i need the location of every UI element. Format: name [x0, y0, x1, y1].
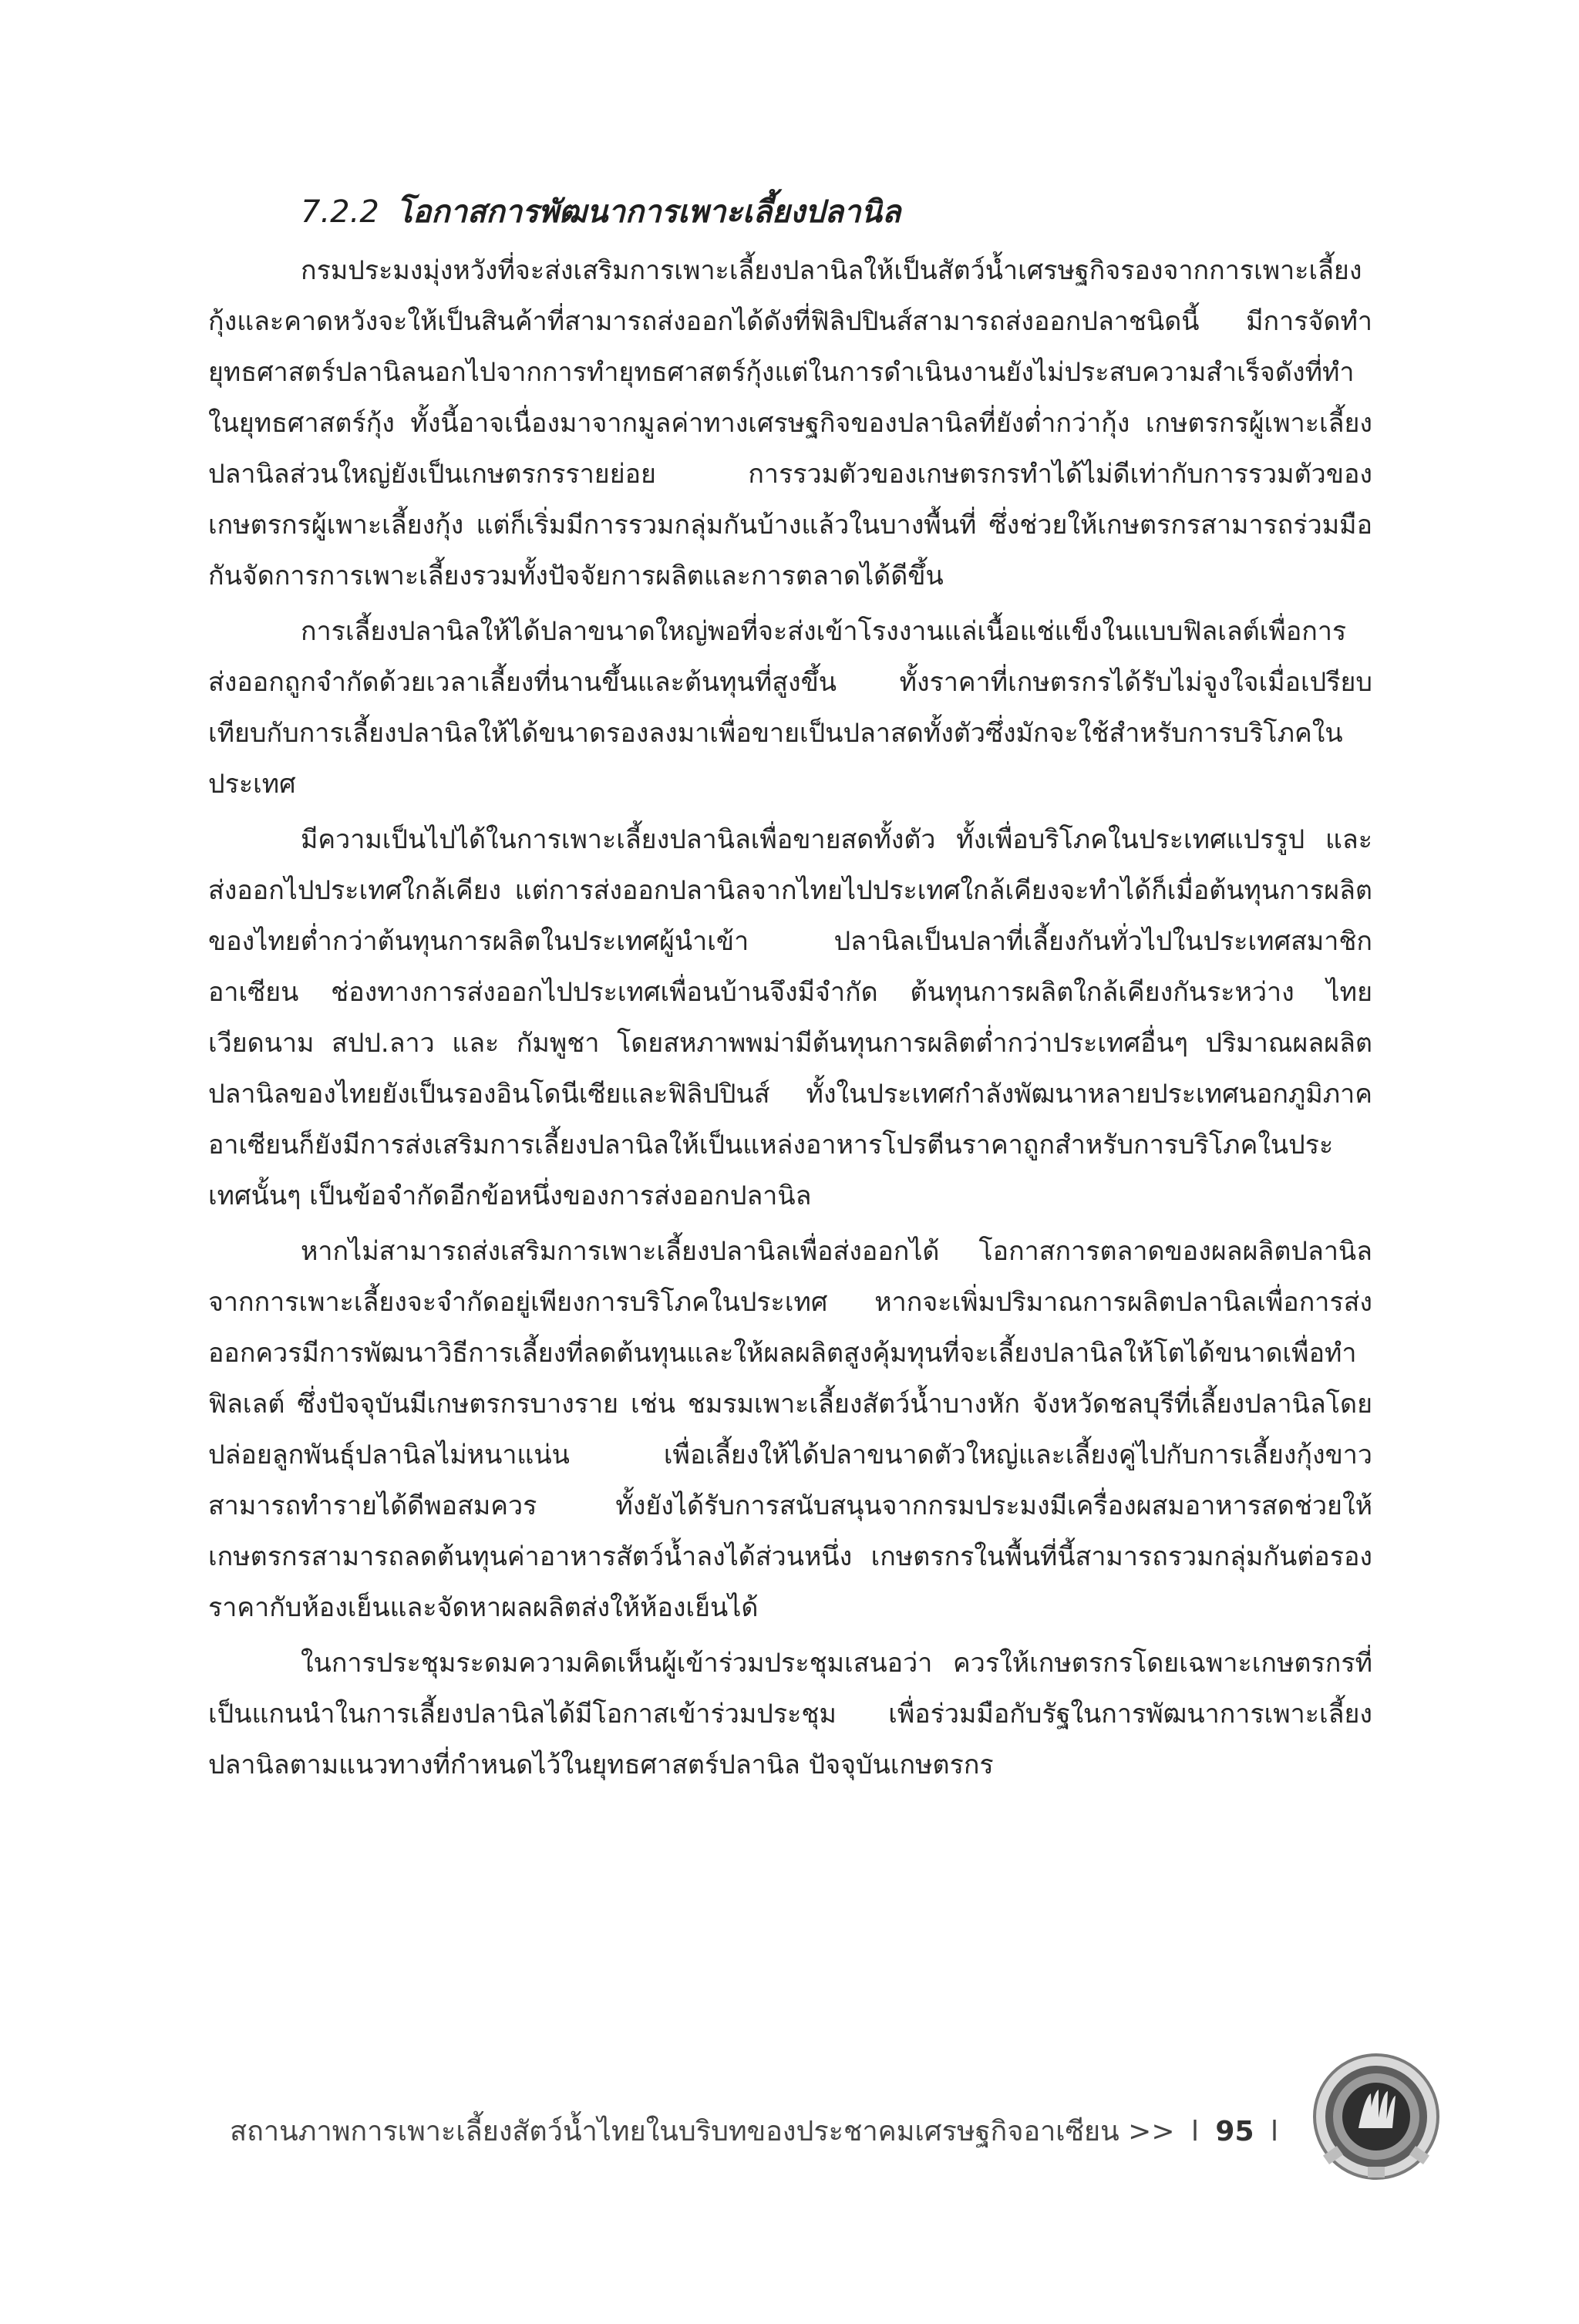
paragraph-2: การเลี้ยงปลานิลให้ได้ปลาขนาดใหญ่พอที่จะส่งเข้าโรงงานแล่เนื้อแช่แข็งในแบบฟิลเลต์เพื่อการส่งออกถูกจำกัดด้วยเวลาเลี้ยงที่นานขึ้นและต้นทุนที่สูงขึ้น ทั้งราคาที่เกษตรกรได้รับไม่จูงใจเมื่อเปรียบเทียบกับการเลี้ยงปลานิลให้ได้ขนาดรองลงมาเพื่อขายเป็นปลาสดทั้งตัวซึ่งมักจะใช้สำหรับการบริโภคในประเทศ	[208, 616, 1372, 800]
asean-emblem-icon	[1311, 2051, 1442, 2182]
paragraph-1: กรมประมงมุ่งหวังที่จะส่งเสริมการเพาะเลี้ยงปลานิลให้เป็นสัตว์น้ำเศรษฐกิจรองจากการเพาะเลี้ยงกุ้งและคาดหวังจะให้เป็นสินค้าที่สามารถส่งออกได้ดังที่ฟิลิปปินส์สามารถส่งออกปลาชนิดนี้ มีการจัดทำยุทธศาสตร์ปลานิลนอกไปจากการทำยุทธศาสตร์กุ้งแต่ในการดำเนินงานยังไม่ประสบความสำเร็จดังที่ทำในยุทธศาสตร์กุ้ง ทั้งนี้อาจเนื่องมาจากมูลค่าทางเศรษฐกิจของปลานิลที่ยังต่ำกว่ากุ้ง เกษตรกรผู้เพาะเลี้ยงปลานิลส่วนใหญ่ยังเป็นเกษตรกรรายย่อย การรวมตัวของเกษตรกรทำได้ไม่ดีเท่ากับการรวมตัวของเกษตรกรผู้เพาะเลี้ยงกุ้ง แต่ก็เริ่มมีการรวมกลุ่มกันบ้างแล้วในบางพื้นที่ ซึ่งช่วยให้เกษตรกรสามารถร่วมมือกันจัดการการเพาะเลี้ยงรวมทั้งปัจจัยการผลิตและการตลาดได้ดีขึ้น	[208, 255, 1372, 591]
page-footer	[0, 2109, 1286, 2155]
footer-separator: l	[1190, 2116, 1199, 2147]
page-number: 95	[1215, 2116, 1254, 2147]
paragraph-3: มีความเป็นไปได้ในการเพาะเลี้ยงปลานิลเพื่อขายสดทั้งตัว ทั้งเพื่อบริโภคในประเทศแปรรูป และส่งออกไปประเทศใกล้เคียง แต่การส่งออกปลานิลจากไทยไปประเทศใกล้เคียงจะทำได้ก็เมื่อต้นทุนการผลิตของไทยต่ำกว่าต้นทุนการผลิตในประเทศผู้นำเข้า ปลานิลเป็นปลาที่เลี้ยงกันทั่วไปในประเทศสมาชิกอาเซียน ช่องทางการส่งออกไปประเทศเพื่อนบ้านจึงมีจำกัด ต้นทุนการผลิตใกล้เคียงกันระหว่าง ไทย เวียดนาม สปป.ลาว และ กัมพูชา โดยสหภาพพม่ามีต้นทุนการผลิตต่ำกว่าประเทศอื่นๆ ปริมาณผลผลิตปลานิลของไทยยังเป็นรองอินโดนีเซียและฟิลิปปินส์ ทั้งในประเทศกำลังพัฒนาหลายประเทศนอกภูมิภาคอาเซียนก็ยังมีการส่งเสริมการเลี้ยงปลานิลให้เป็นแหล่งอาหารโปรตีนราคาถูกสำหรับการบริโภคในประเทศนั้นๆ เป็นข้อจำกัดอีกข้อหนึ่งของการส่งออกปลานิล	[208, 824, 1372, 1211]
footer-book-title: สถานภาพการเพาะเลี้ยงสัตว์น้ำไทยในบริบทของประชาคมเศรษฐกิจอาเซียน >>	[230, 2116, 1175, 2147]
footer-separator-right: l	[1270, 2116, 1278, 2147]
paragraph-5: ในการประชุมระดมความคิดเห็นผู้เข้าร่วมประชุมเสนอว่า ควรให้เกษตรกรโดยเฉพาะเกษตรกรที่เป็นแกนนำในการเลี้ยงปลานิลได้มีโอกาสเข้าร่วมประชุม เพื่อร่วมมือกับรัฐในการพัฒนาการเพาะเลี้ยงปลานิลตามแนวทางที่กำหนดไว้ในยุทธศาสตร์ปลานิล ปัจจุบันเกษตรกร	[208, 1648, 1372, 1780]
section-number: 7.2.2	[301, 194, 379, 230]
section-heading	[208, 185, 1372, 239]
page-body	[208, 185, 1372, 1795]
section-title: โอกาสการพัฒนาการเพาะเลี้ยงปลานิล	[396, 194, 901, 230]
paragraph-4: หากไม่สามารถส่งเสริมการเพาะเลี้ยงปลานิลเพื่อส่งออกได้ โอกาสการตลาดของผลผลิตปลานิลจากการเพาะเลี้ยงจะจำกัดอยู่เพียงการบริโภคในประเทศ หากจะเพิ่มปริมาณการผลิตปลานิลเพื่อการส่งออกควรมีการพัฒนาวิธีการเลี้ยงที่ลดต้นทุนและให้ผลผลิตสูงคุ้มทุนที่จะเลี้ยงปลานิลให้โตได้ขนาดเพื่อทำฟิลเลต์ ซึ่งปัจจุบันมีเกษตรกรบางราย เช่น ชมรมเพาะเลี้ยงสัตว์น้ำบางหัก จังหวัดชลบุรีที่เลี้ยงปลานิลโดยปล่อยลูกพันธุ์ปลานิลไม่หนาแน่น เพื่อเลี้ยงให้ได้ปลาขนาดตัวใหญ่และเลี้ยงคู่ไปกับการเลี้ยงกุ้งขาว สามารถทำรายได้ดีพอสมควร ทั้งยังได้รับการสนับสนุนจากกรมประมงมีเครื่องผสมอาหารสดช่วยให้เกษตรกรสามารถลดต้นทุนค่าอาหารสัตว์น้ำลงได้ส่วนหนึ่ง เกษตรกรในพื้นที่นี้สามารถรวมกลุ่มกันต่อรองราคากับห้องเย็นและจัดหาผลผลิตส่งให้ห้องเย็นได้	[208, 1236, 1372, 1623]
